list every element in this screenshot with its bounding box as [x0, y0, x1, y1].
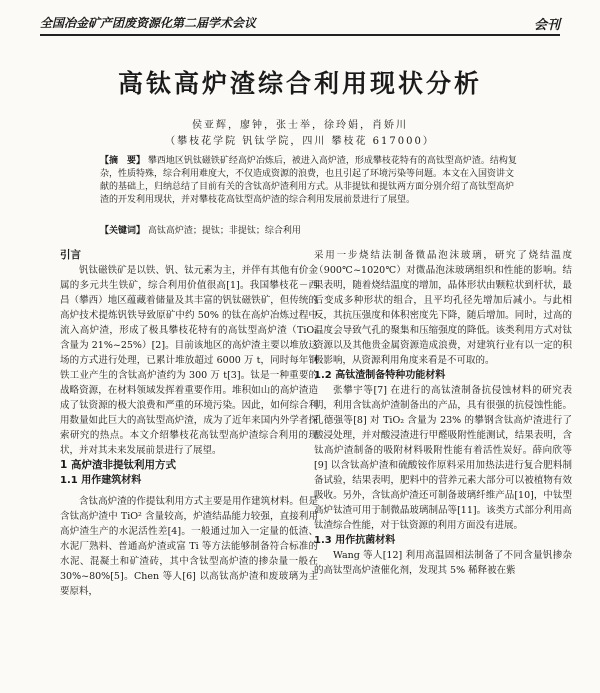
keywords [100, 225, 520, 238]
section-1-3-paragraph: Wang 等人[12] 利用高温固相法制备了不同含量钒掺杂的高钛型高炉渣催化剂，发现其 5% 稀释被在紫 [314, 550, 572, 576]
conference-name: 全国冶金矿产团废资源化第二届学术会议 [40, 16, 257, 30]
keywords-text: 高钛高炉渣；提钛；非提钛；综合利用 [147, 226, 301, 236]
section-1-1-paragraph: 含钛高炉渣的作提钛利用方式主要是用作建筑材料。但是含钛高炉渣中 TiO² 含量较高，炉渣结晶能力较强，直接利用高炉渣生产的水泥活性差[4]。一般通过加入一定量的低渣、水泥厂熟料、普通高炉渣或富 Ti 等方法能够制备符合标准的水泥、混凝土和矿渣砖，其中含钛型高炉渣的掺杂量一般在 30%~80%[5]。Chen 等人[6] 以高钛高炉渣和废玻璃为主要原料， [60, 496, 318, 597]
author-list: 侯亚辉，廖钟，张士举，徐玲娟，肖娇川 [192, 120, 408, 131]
section-1-1-heading: 1.1 用作建筑材料 [60, 475, 142, 486]
intro-heading: 引言 [60, 249, 81, 261]
abstract [100, 155, 520, 207]
left-column [60, 248, 318, 599]
right-column [314, 248, 572, 578]
section-1-3-heading: 1.3 用作抗菌材料 [314, 535, 396, 546]
running-header [40, 12, 560, 36]
abstract-label: 【摘 要】 [100, 156, 146, 166]
abstract-text: 攀西地区钒钛磁铁矿经高炉冶炼后，被进入高炉渣，形成攀枝花特有的高钛型高炉渣。结构复杂，性质特殊，综合利用难度大，不仅造成资源的浪费，也且引起了环境污染等问题。本文在入国资讲文献的基础上，归纳总结了目前有关的含钛高炉渣利用方式。从非提钛和提钛两方面分别介绍了高钛型高炉渣的开发利用现状，并对攀枝花高钛型高炉渣的综合利用发展前景进行了展望。 [100, 156, 517, 205]
section-1-heading: 1 高炉渣非提钛利用方式 [60, 459, 176, 471]
section-label: 会刊 [533, 18, 560, 33]
keywords-label: 【关键词】 [100, 226, 146, 236]
paper-title: 高钛高炉渣综合利用现状分析 [117, 69, 482, 98]
intro-paragraph: 钒钛磁铁矿是以铁、钒、钛元素为主，并伴有其他有价金属的多元共生铁矿，综合利用价值很高[1]。我国攀枝花－西昌（攀西）地区蕴藏着储量及其丰富的钒钛磁铁矿，但传统的高炉技术提炼钒铁导致原矿中约 50% 的钛在高炉冶炼过程中流入高炉渣，形成了极具攀枝花特有的高钛型高炉渣（TiO₂ 含量为 21%~25%）[2]。目前该地区的高炉渣主要以堆放这场的方式进行处理，已累计堆放超过 6000 万 t，同时每年钢铁工业产生的含钛高炉渣约为 300 万 t[3]。钛是一种重要的战略资源，在材料领域发挥着重要作用。堆积如山的高炉渣造成了钛资源的极大浪费和严重的环境污染。因此，如何综合利用数量如此巨大的高钛型高炉渣，成为了近年来国内外学者探索研究的热点。本文介绍攀枝花高钛型高炉渣综合利用的现状，并对其未来发展前景进行了展望。 [60, 265, 318, 456]
section-1-2-paragraph: 张攀宇等[7] 在进行的高钛渣制备抗侵蚀材料的研究表明，利用含钛高炉渣制备出的产品，具有很强的抗侵蚀性能。孔德强等[8] 对 TiO₂ 含量为 23% 的攀钢含钛高炉渣进行了酸浸处理，并对酸浸渣进行甲醛吸附性能测试，结果表明，含钛高炉渣制备的吸附材料吸附性能有着活性炭好。薛向欣等[9] 以含钛高炉渣和硫酸铵作原料采用加热法进行复合肥料制备试验，结果表明，肥料中的营养元素大部分可以被植物有效吸收。另外，含钛高炉渣还可制备玻璃纤维产品[10]，中钛型高炉钛渣可用于制微晶玻璃制品等[11]。该类方式部分利用高钛渣综合性能，对于钛资源的利用方面没有进展。 [314, 385, 572, 531]
continued-paragraph: 采用一步烧结法制备微晶泡沫玻璃，研究了烧结温度（900℃~1020℃）对微晶泡沫玻璃组织和性能的影响。结果表明，随着烧结温度的增加，晶体形状由颗粒状到杆状，最后变成多种形状的组合，且平均孔径先增加后减小。与此相反，其抗压强度和体积密度先下降，随后增加。同时，过高的温度会导致气孔的聚集和压缩强度的降低。该类利用方式对钛资源以及其他贵金属资源造成浪费，对建筑行业有以一定的积极影响，从资源利用角度来看是不可取的。 [314, 250, 572, 366]
section-1-2-heading: 1.2 高钛渣制备特种功能材料 [314, 370, 446, 381]
affiliation: （攀枝花学院 钒钛学院，四川 攀枝花 617000） [165, 136, 435, 147]
